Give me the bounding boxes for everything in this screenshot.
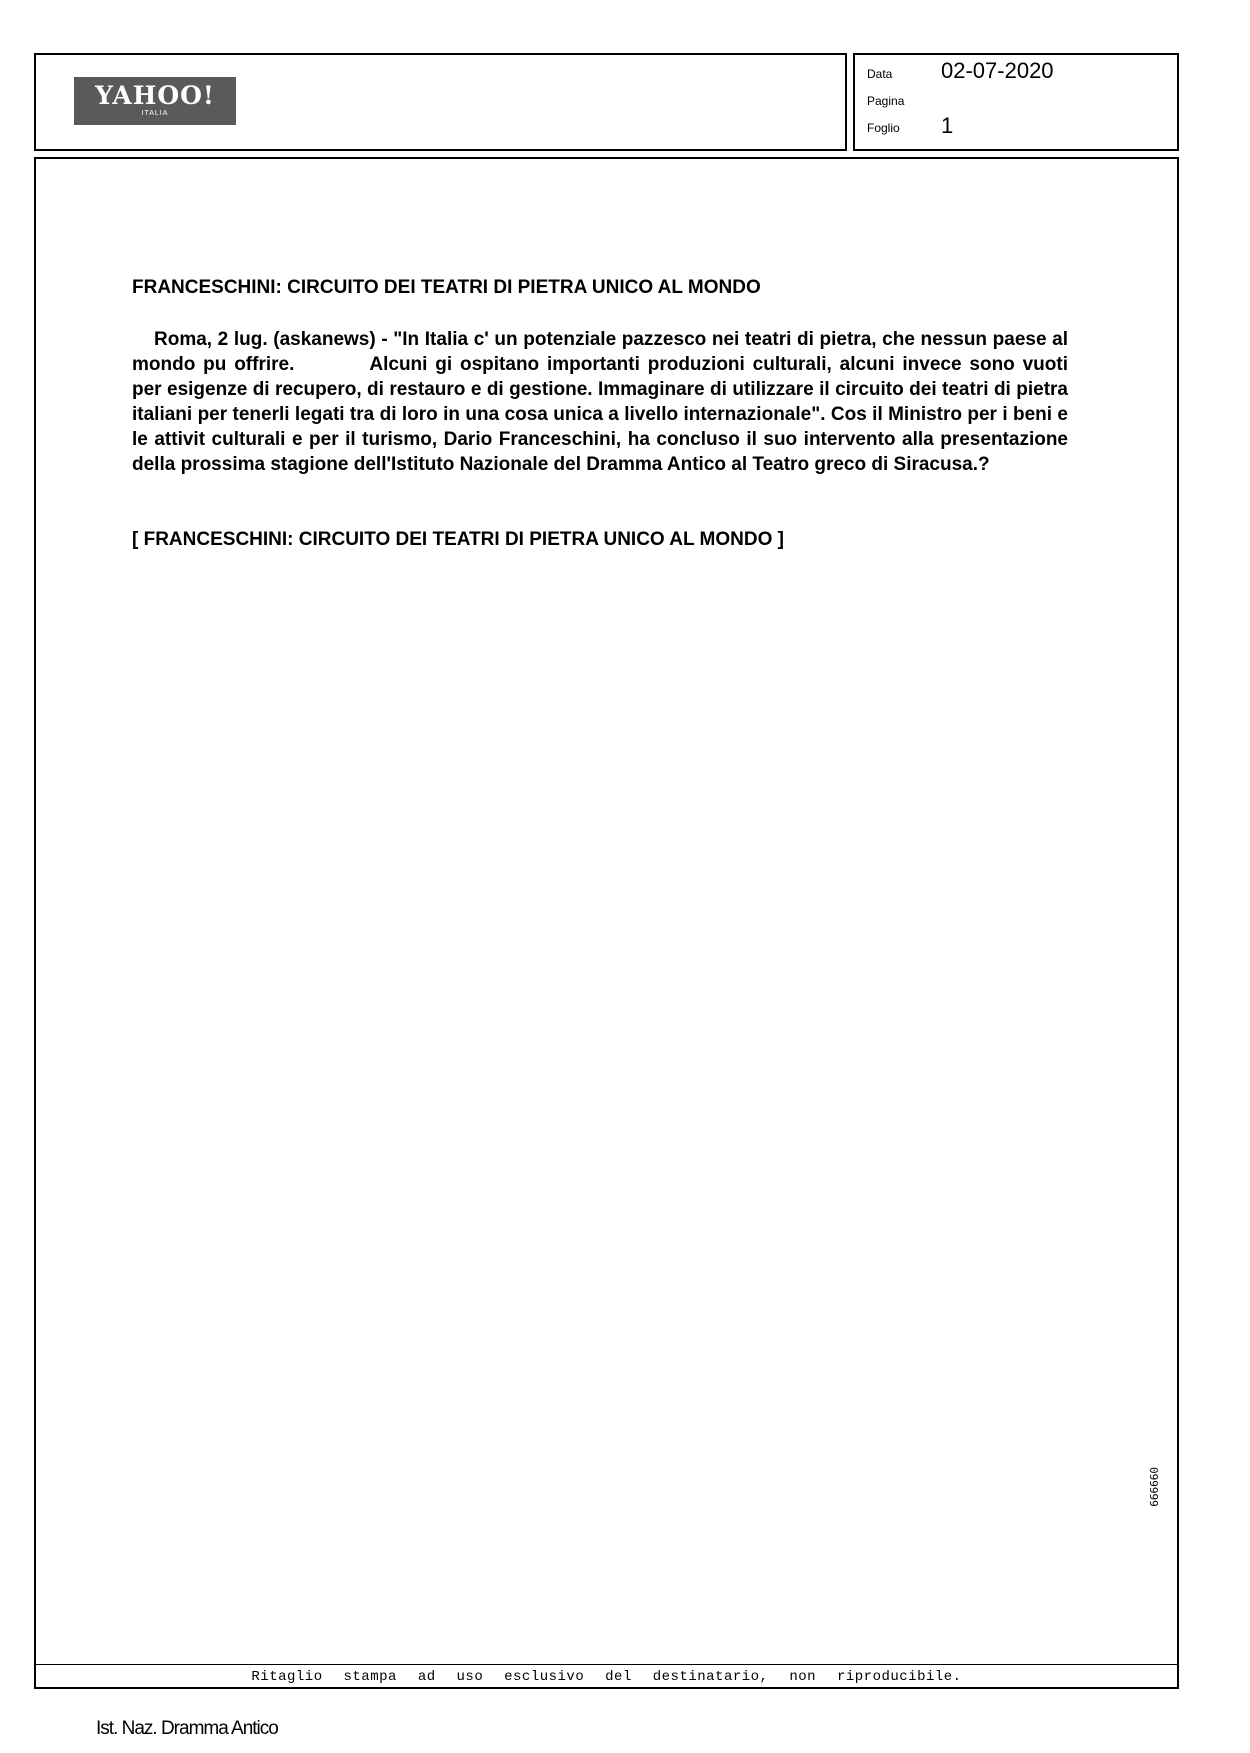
logo-subtitle: ITALIA: [141, 110, 169, 117]
article-box: [34, 157, 1179, 1689]
article-body-part1: Roma, 2 lug. (askanews) - "In Italia c' un potenziale pazzesco nei teatri di pietra, che nessun paese al mondo pu offrire.: [132, 329, 1068, 375]
article-body: [132, 327, 1068, 477]
yahoo-italia-logo: [74, 77, 236, 125]
data-value: 02-07-2020: [941, 58, 1054, 83]
header-logo-box: [34, 53, 847, 151]
pagina-label: Pagina: [867, 94, 905, 108]
article-body-part2: Alcuni gi ospitano importanti produzioni culturali, alcuni invece sono vuoti per esigenze di recupero, di restauro e di gestione. Immaginare di utilizzare il circuito dei teatri di pietra italiani per tenerli legati tra di loro in una cosa unica a livello internazionale". Cos il Ministro per i beni e le attivit culturali e per il turismo, Dario Franceschini, ha concluso il suo intervento alla presentazione della prossima stagione dell'Istituto Nazionale del Dramma Antico al Teatro greco di Siracusa.?: [132, 354, 1068, 475]
side-code: 099999: [1147, 1467, 1160, 1507]
header-meta-box: [853, 53, 1179, 151]
disclaimer-text: Ritaglio stampa ad uso esclusivo del destinatario, non riproducibile.: [251, 1669, 962, 1685]
article-footer-title: [ FRANCESCHINI: CIRCUITO DEI TEATRI DI PIETRA UNICO AL MONDO ]: [132, 529, 784, 550]
foglio-label: Foglio: [867, 121, 900, 135]
logo-wordmark: YAHOO!: [95, 81, 215, 110]
source-line: Ist. Naz. Dramma Antico: [96, 1718, 278, 1739]
disclaimer-strip: [34, 1664, 1179, 1689]
article-title: FRANCESCHINI: CIRCUITO DEI TEATRI DI PIETRA UNICO AL MONDO: [132, 277, 761, 298]
data-label: Data: [867, 67, 893, 81]
foglio-value: 1: [941, 113, 954, 138]
